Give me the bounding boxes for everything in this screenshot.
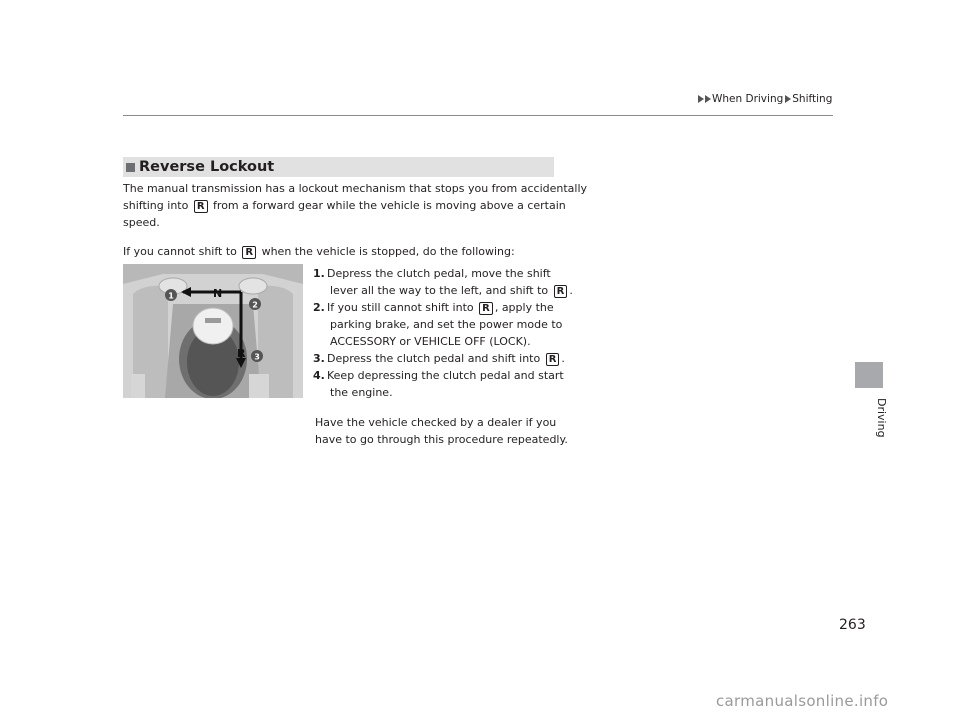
step-1-line-1: Depress the clutch pedal, move the shift <box>327 267 551 280</box>
step-1-number: 1. <box>313 267 325 280</box>
step-3-line-1-b: . <box>561 352 565 365</box>
breadcrumb-arrow-icon <box>698 95 704 103</box>
section-title: Reverse Lockout <box>139 159 275 175</box>
step-4-line-1: Keep depressing the clutch pedal and start <box>327 369 564 382</box>
reverse-key-icon: R <box>546 353 560 366</box>
gear-r-label: R <box>237 347 246 360</box>
breadcrumb <box>698 93 834 105</box>
marker-3: 3 <box>254 352 260 362</box>
breadcrumb-arrow-icon <box>705 95 711 103</box>
step-2-number: 2. <box>313 301 325 314</box>
cannot-shift-b: when the vehicle is stopped, do the following: <box>261 245 515 258</box>
marker-1: 1 <box>168 291 174 301</box>
chapter-label: Driving <box>875 398 888 438</box>
step-4 <box>313 367 564 384</box>
step-2-line-2: parking brake, and set the power mode to <box>330 318 563 331</box>
chapter-tab-marker <box>855 362 883 388</box>
breadcrumb-when-driving[interactable]: When Driving <box>712 93 784 105</box>
step-2-line-1-b: , apply the <box>494 301 554 314</box>
step-2-line-1-a: If you still cannot shift into <box>327 301 474 314</box>
step-1-line-2-a: lever all the way to the left, and shift to <box>330 284 549 297</box>
gear-n-label: N <box>213 287 223 300</box>
after-line-2: have to go through this procedure repeatedly. <box>315 433 568 446</box>
reverse-key-icon: R <box>242 246 256 259</box>
cannot-shift-a: If you cannot shift to <box>123 245 237 258</box>
reverse-key-icon: R <box>479 302 493 315</box>
section-header <box>123 157 554 177</box>
step-3-line-1-a: Depress the clutch pedal and shift into <box>327 352 541 365</box>
header-divider <box>123 115 833 116</box>
step-4-line-2: the engine. <box>330 386 393 399</box>
step-3 <box>313 350 565 367</box>
intro-line-2-b: from a forward gear while the vehicle is moving above a certain <box>213 199 566 212</box>
breadcrumb-shifting[interactable]: Shifting <box>792 93 833 105</box>
reverse-key-icon: R <box>194 200 208 213</box>
reverse-key-icon: R <box>554 285 568 298</box>
watermark: carmanualsonline.info <box>716 692 889 710</box>
step-2 <box>313 299 554 316</box>
step-1-line-2-b: . <box>569 284 573 297</box>
page-number: 263 <box>839 617 866 633</box>
step-3-number: 3. <box>313 352 325 365</box>
shift-lever-illustration <box>123 264 303 398</box>
intro-line-2-a: shifting into <box>123 199 189 212</box>
step-2-line-3: ACCESSORY or VEHICLE OFF (LOCK). <box>330 335 531 348</box>
marker-2: 2 <box>252 300 258 310</box>
cannot-shift-line <box>123 243 515 260</box>
intro-line-3: speed. <box>123 216 160 229</box>
step-4-number: 4. <box>313 369 325 382</box>
intro-line-1: The manual transmission has a lockout mechanism that stops you from accidentally <box>123 182 588 195</box>
section-bullet-icon <box>126 163 135 172</box>
step-1-line-2 <box>330 282 573 299</box>
after-line-1: Have the vehicle checked by a dealer if you <box>315 416 557 429</box>
intro-line-2 <box>123 197 566 214</box>
step-1 <box>313 265 551 282</box>
breadcrumb-arrow-icon <box>785 95 791 103</box>
